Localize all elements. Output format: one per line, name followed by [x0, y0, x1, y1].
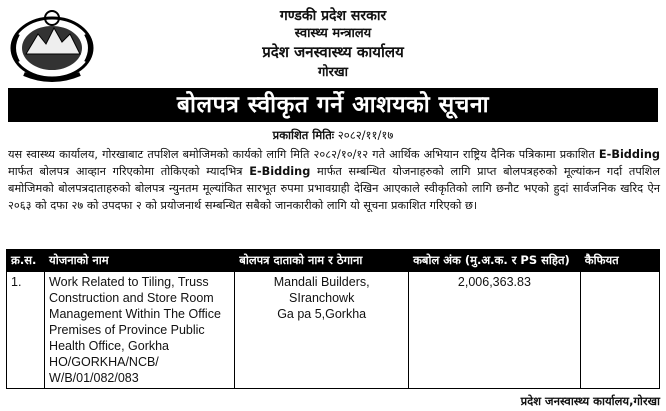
col-header-project: योजनाको नाम — [45, 250, 235, 272]
header-line-province: गण्डकी प्रदेश सरकार — [279, 8, 387, 24]
col-header-amount: कबोल अंक (मु.अ.क. र PS सहित) — [409, 250, 581, 272]
published-date — [0, 128, 666, 143]
cell-project-name: Work Related to Tiling, Truss Construction and Store Room Management Within The Office Premises of Province Public Health Office, Gorkha HO/GORKHA/NCB/ W/B/01/082/083 — [45, 272, 235, 389]
body-text-part1: यस स्वास्थ्य कार्यालय, गोरखाबाट तपशिल बमोजिमको कार्यको लागि मिति २०८२/१०/१२ गते आर्थिक अभियान राष्ट्रिय दैनिक पत्रिकामा प्रकाशित — [8, 148, 599, 161]
table-row — [7, 272, 660, 389]
col-header-sn: क्र.स. — [7, 250, 45, 272]
bidder-name: Mandali Builders, — [273, 275, 370, 289]
cell-sn: 1. — [7, 272, 45, 389]
cell-bidder — [235, 272, 409, 389]
notice-body — [8, 146, 660, 214]
bidder-address-1: SIranchowk — [289, 291, 355, 305]
notice-title: बोलपत्र स्वीकृत गर्ने आशयको सूचना — [8, 88, 658, 122]
body-ebidding-2: E-Bidding — [249, 165, 311, 178]
col-header-bidder: बोलपत्र दाताको नाम र ठेगाना — [235, 250, 409, 272]
table-header-row — [7, 250, 660, 272]
header-line-ministry: स्वास्थ्य मन्त्रालय — [294, 26, 372, 41]
body-text-part2: मार्फत बोलपत्र आव्हान गरिएकोमा तोकिएको म्यादभित्र — [8, 165, 250, 178]
footer-office: प्रदेश जनस्वास्थ्य कार्यालय,गोरखा — [520, 394, 660, 408]
body-text-part3: मार्फत सम्बन्धित योजनाहरुको लागि प्राप्त बोलपत्रहरुको मूल्यांकन गर्दा तपशिल बमोजिमको बोलपत्रदाताहरुको बोलपत्र न्युनतम मूल्यांकित सारभूत रुपमा प्रभावग्राही देखिन आएकाले स्वीकृतिको लागि छनौट भएको हुदां सार्वजनिक खरिद ऐन २०६३ को दफा २७ को उपदफा २ को प्रयोजनार्थ सम्बन्धित सबैको जानकारीको लागि यो सूचना प्रकाशित गरिएको छ। — [8, 165, 660, 212]
header-line-office: प्रदेश जनस्वास्थ्य कार्यालय — [262, 43, 404, 61]
cell-remarks — [580, 272, 659, 389]
cell-amount: 2,006,363.83 — [409, 272, 581, 389]
bid-table — [6, 249, 660, 389]
bidder-address-2: Ga pa 5,Gorkha — [277, 307, 367, 321]
header-line-district: गोरखा — [317, 65, 348, 80]
col-header-remarks: कैफियत — [580, 250, 659, 272]
published-date-value: २०८२/११/१७ — [337, 128, 394, 142]
published-date-label: प्रकाशित मितिः — [272, 128, 335, 142]
body-ebidding-1: E-Bidding — [598, 148, 660, 161]
